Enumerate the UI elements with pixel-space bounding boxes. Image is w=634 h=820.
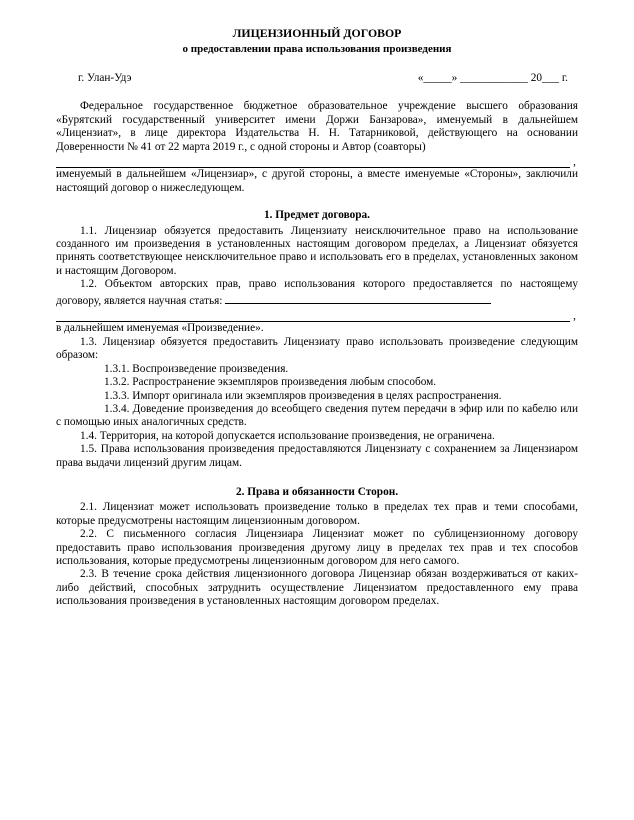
clause-1-3: 1.3. Лицензиар обязуется предоставить Лицензиату право использовать произведение следующим образом: [56, 335, 578, 362]
section-1-title: 1. Предмет договора. [263, 209, 371, 222]
article-line-comma: , [573, 310, 576, 323]
document-title: ЛИЦЕНЗИОННЫЙ ДОГОВОР [232, 26, 402, 40]
clause-2-1: 2.1. Лицензиат может использовать произведение только в пределах тех прав и теми способами, которые предусмотрены настоящим лицензионным договором. [56, 501, 578, 527]
clause-1-2-continuation: в дальнейшем именуемая «Произведение». [56, 322, 264, 335]
author-line-comma: , [573, 156, 576, 169]
place-date-row [56, 72, 578, 85]
clause-1-4: 1.4. Территория, на которой допускается использование произведения, не ограничена. [80, 429, 495, 442]
article-title-inline-line[interactable] [225, 292, 491, 304]
clause-1-2-text: 1.2. Объектом авторских прав, право использования которого предоставляется по настоящему договору, является научная статья: [56, 278, 578, 307]
clause-1-2 [56, 278, 578, 308]
section-2-title: 2. Права и обязанности Сторон. [235, 485, 399, 498]
clause-1-3-2: 1.3.2. Распространение экземпляров произведения любым способом. [104, 376, 437, 389]
clause-2-2: 2.2. С письменного согласия Лицензиара Лицензиат может по сублицензионному договору предоставить право использования произведения другому лицу в пределах тех прав и тех способов использования, которые предусмотрены лицензионным договором для него самого. [56, 528, 578, 567]
city-label: г. Улан-Удэ [78, 72, 132, 84]
preamble-continuation: именуемый в дальнейшем «Лицензиар», с другой стороны, а вместе именуемые «Стороны», заключили настоящий договор о нижеследующем. [56, 168, 578, 194]
author-name-line[interactable] [56, 154, 576, 169]
clause-1-3-4: 1.3.4. Доведение произведения до всеобщего сведения путем передачи в эфир или по кабелю или с помощью иных аналогичных средств. [56, 402, 578, 429]
clause-1-3-1: 1.3.1. Воспроизведение произведения. [104, 362, 289, 375]
clause-2-3: 2.3. В течение срока действия лицензионного договора Лицензиар обязан воздерживаться от каких-либо действий, способных затруднить осуществление Лицензиатом предоставленного ему права использования произведения в установленных настоящим договором пределах. [56, 568, 578, 608]
document-subtitle: о предоставлении права использования произведения [182, 43, 452, 55]
date-field[interactable]: «_____» ____________ 20___ г. [417, 72, 568, 84]
preamble-text: Федеральное государственное бюджетное образовательное учреждение высшего образования «Бурятский государственный университет имени Доржи Банзарова», именуемый в дальнейшем «Лицензиат», в лице директора Издательства Н. Н. Татарниковой, действующего на основании Доверенности № 41 от 22 марта 2019 г., с одной стороны и Автор (соавторы) [56, 100, 578, 153]
article-title-line[interactable] [56, 308, 576, 323]
clause-1-3-3: 1.3.3. Импорт оригинала или экземпляров произведения в целях распространения. [104, 389, 502, 402]
clause-1-1: 1.1. Лицензиар обязуется предоставить Лицензиату неисключительное право на использование созданного им произведения в установленных настоящим договором пределах, а Лицензиат обязуется принять соответствующее неисключительное право и использовать его в пределах, установленных законом и настоящим Договором. [56, 224, 578, 277]
clause-1-5: 1.5. Права использования произведения предоставляются Лицензиату с сохранением за Лицензиаром права выдачи лицензий другим лицам. [56, 443, 578, 469]
